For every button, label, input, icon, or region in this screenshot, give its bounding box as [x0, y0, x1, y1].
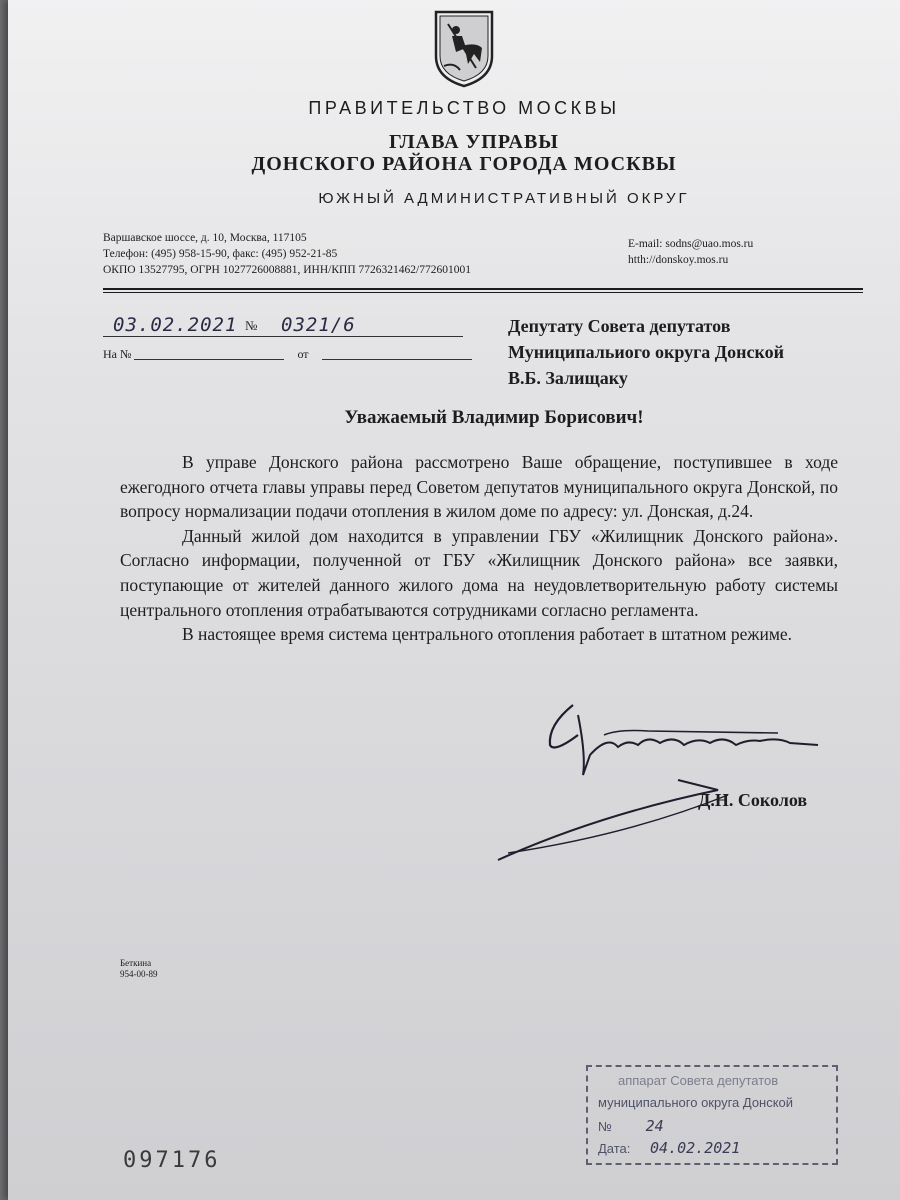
- government-title: ПРАВИТЕЛЬСТВО МОСКВЫ: [308, 98, 620, 118]
- executor-phone: 954-00-89: [120, 969, 158, 979]
- registry-codes: ОКПО 13527795, ОГРН 1027726008881, ИНН/КПП 7726321462/772601001: [103, 264, 471, 276]
- paragraph: В настоящее время система центрального отопления работает в штатном режиме.: [182, 624, 793, 645]
- email: E-mail: sodns@uao.mos.ru: [628, 238, 754, 250]
- stamp-line2: муниципального округа Донской: [598, 1095, 794, 1110]
- contact-block: [103, 230, 471, 278]
- executor-name: Беткина: [120, 958, 152, 968]
- letter-page: [8, 0, 900, 1200]
- letter-body: [120, 450, 838, 647]
- stamp-number-row: [598, 1117, 664, 1135]
- outgoing-registration: [103, 312, 463, 337]
- stamp-line1: аппарат Совета депутатов: [618, 1073, 779, 1088]
- handwritten-signature: [478, 695, 838, 875]
- stamp-date-value: 04.02.2021: [650, 1139, 741, 1157]
- reply-from-label: от: [297, 347, 309, 361]
- addressee-block: [508, 313, 784, 391]
- addressee-line1: Депутату Совета депутатов: [508, 316, 731, 336]
- reply-date-blank: [322, 359, 472, 360]
- reply-number-label: На №: [103, 347, 132, 361]
- addressee-line2: Муниципальиого округа Донской: [508, 342, 785, 362]
- okrug-title: ЮЖНЫЙ АДМИНИСТРАТИВНЫЙ ОКРУГ: [318, 190, 690, 207]
- form-serial-number: 097176: [123, 1148, 221, 1173]
- phone-fax: Телефон: (495) 958-15-90, факс: (495) 952-21-85: [103, 248, 338, 260]
- header-divider-thin: [103, 292, 863, 293]
- incoming-stamp: [586, 1065, 838, 1165]
- head-title-line2: ДОНСКОГО РАЙОНА ГОРОДА МОСКВЫ: [251, 153, 677, 175]
- stamp-number-label: №: [598, 1119, 612, 1134]
- moscow-coat-of-arms-icon: [426, 8, 502, 88]
- outgoing-date: 03.02.2021: [113, 314, 238, 336]
- website: htth://donskoy.mos.ru: [628, 254, 729, 266]
- outgoing-number: 0321/6: [281, 314, 356, 336]
- number-label: №: [245, 318, 258, 333]
- online-contacts: [628, 236, 753, 268]
- stamp-date-row: [598, 1139, 740, 1157]
- postal-address: Варшавское шоссе, д. 10, Москва, 117105: [103, 232, 307, 244]
- head-title-line1: ГЛАВА УПРАВЫ: [389, 131, 559, 153]
- paragraph: В управе Донского района рассмотрено Ваше обращение, поступившее в ходе ежегодного отчета главы управы перед Советом депутатов муниципального округа Донской, по вопросу нормализации подачи отопления в жилом доме по адресу: ул. Донская, д.24.: [120, 452, 838, 522]
- executor-block: [120, 958, 158, 980]
- header-divider: [103, 288, 863, 290]
- paragraph: Данный жилой дом находится в управлении ГБУ «Жилищник Донского района». Согласно информации, полученной от ГБУ «Жилищник Донского района» все заявки, поступающие от жителей данного жилого дома на неудовлетворительную работу системы центрального отопления отрабатываются сотрудниками согласно регламента.: [120, 525, 838, 620]
- stamp-date-label: Дата:: [598, 1141, 631, 1156]
- addressee-name: В.Б. Залищаку: [508, 368, 628, 388]
- reply-number-blank: [134, 359, 284, 360]
- greeting: Уважаемый Владимир Борисович!: [344, 407, 644, 428]
- signer-name: Д.Н. Соколов: [698, 790, 808, 810]
- reply-reference: [103, 347, 472, 362]
- stamp-number-value: 24: [645, 1117, 664, 1135]
